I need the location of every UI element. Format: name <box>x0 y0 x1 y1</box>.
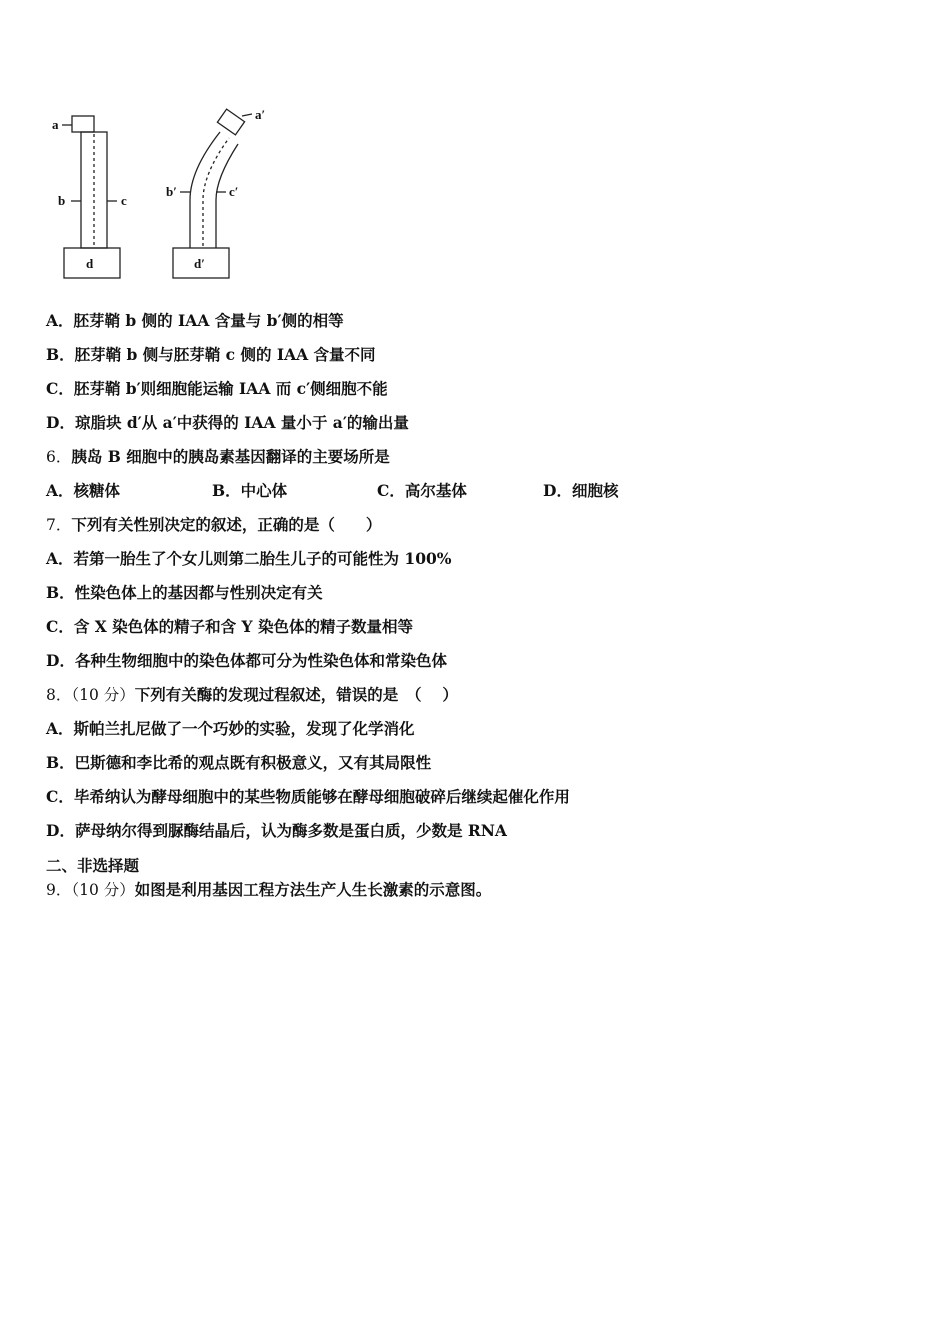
q6-stem-line <box>46 447 390 467</box>
q9-stem-line <box>46 880 491 900</box>
label-c-prime: c′ <box>229 184 239 199</box>
q7-stem: 下列有关性别决定的叙述，正确的是（ ） <box>71 515 382 534</box>
coleoptile-diagram <box>48 100 288 285</box>
q8-option-b: B．巴斯德和李比希的观点既有积极意义，又有其局限性 <box>46 753 432 772</box>
q6-number: 6． <box>46 448 72 466</box>
q8-number: 8．（10 分） <box>46 686 135 704</box>
label-a-prime: a′ <box>255 107 266 122</box>
q6-stem: 胰岛 B 细胞中的胰岛素基因翻译的主要场所是 <box>71 447 390 466</box>
q9-stem: 如图是利用基因工程方法生产人生长激素的示意图。 <box>134 880 492 899</box>
agar-block-a <box>72 116 94 132</box>
q5-option-d: D．琼脂块 d′从 a′中获得的 IAA 量小于 a′的输出量 <box>46 413 409 432</box>
q5-option-c: C．胚芽鞘 b′则细胞能运输 IAA 而 c′侧细胞不能 <box>46 379 388 398</box>
q6-option-d: D．细胞核 <box>543 481 619 500</box>
label-b: b <box>58 193 66 208</box>
q7-option-a: A．若第一胎生了个女儿则第二胎生儿子的可能性为 100% <box>46 549 452 568</box>
q8-option-a: A．斯帕兰扎尼做了一个巧妙的实验，发现了化学消化 <box>46 719 415 738</box>
section-heading: 二、非选择题 <box>46 856 140 875</box>
q6-option-a: A．核糖体 <box>46 481 121 500</box>
q5-option-b: B．胚芽鞘 b 侧与胚芽鞘 c 侧的 IAA 含量不同 <box>46 345 376 364</box>
q8-option-c: C．毕希纳认为酵母细胞中的某些物质能够在酵母细胞破碎后继续起催化作用 <box>46 787 570 806</box>
q6-option-c: C．高尔基体 <box>377 481 467 500</box>
q7-stem-line <box>46 515 381 535</box>
q7-option-d: D．各种生物细胞中的染色体都可分为性染色体和常染色体 <box>46 651 447 670</box>
label-b-prime: b′ <box>166 184 177 199</box>
agar-block-a-prime <box>217 109 244 135</box>
label-d-prime: d′ <box>194 256 205 271</box>
q8-stem-line <box>46 685 458 705</box>
label-a: a <box>52 117 59 132</box>
q9-number: 9．（10 分） <box>46 881 135 899</box>
q7-option-c: C．含 X 染色体的精子和含 Y 染色体的精子数量相等 <box>46 617 414 636</box>
label-c: c <box>121 193 127 208</box>
q7-option-b: B．性染色体上的基因都与性别决定有关 <box>46 583 323 602</box>
q8-option-d: D．萨母纳尔得到脲酶结晶后，认为酶多数是蛋白质，少数是 RNA <box>46 821 507 840</box>
label-d: d <box>86 256 94 271</box>
q8-stem: 下列有关酶的发现过程叙述，错误的是 （ ） <box>134 685 458 704</box>
q5-option-a: A．胚芽鞘 b 侧的 IAA 含量与 b′侧的相等 <box>46 311 344 330</box>
q7-number: 7． <box>46 516 72 534</box>
q6-option-b: B．中心体 <box>212 481 288 500</box>
